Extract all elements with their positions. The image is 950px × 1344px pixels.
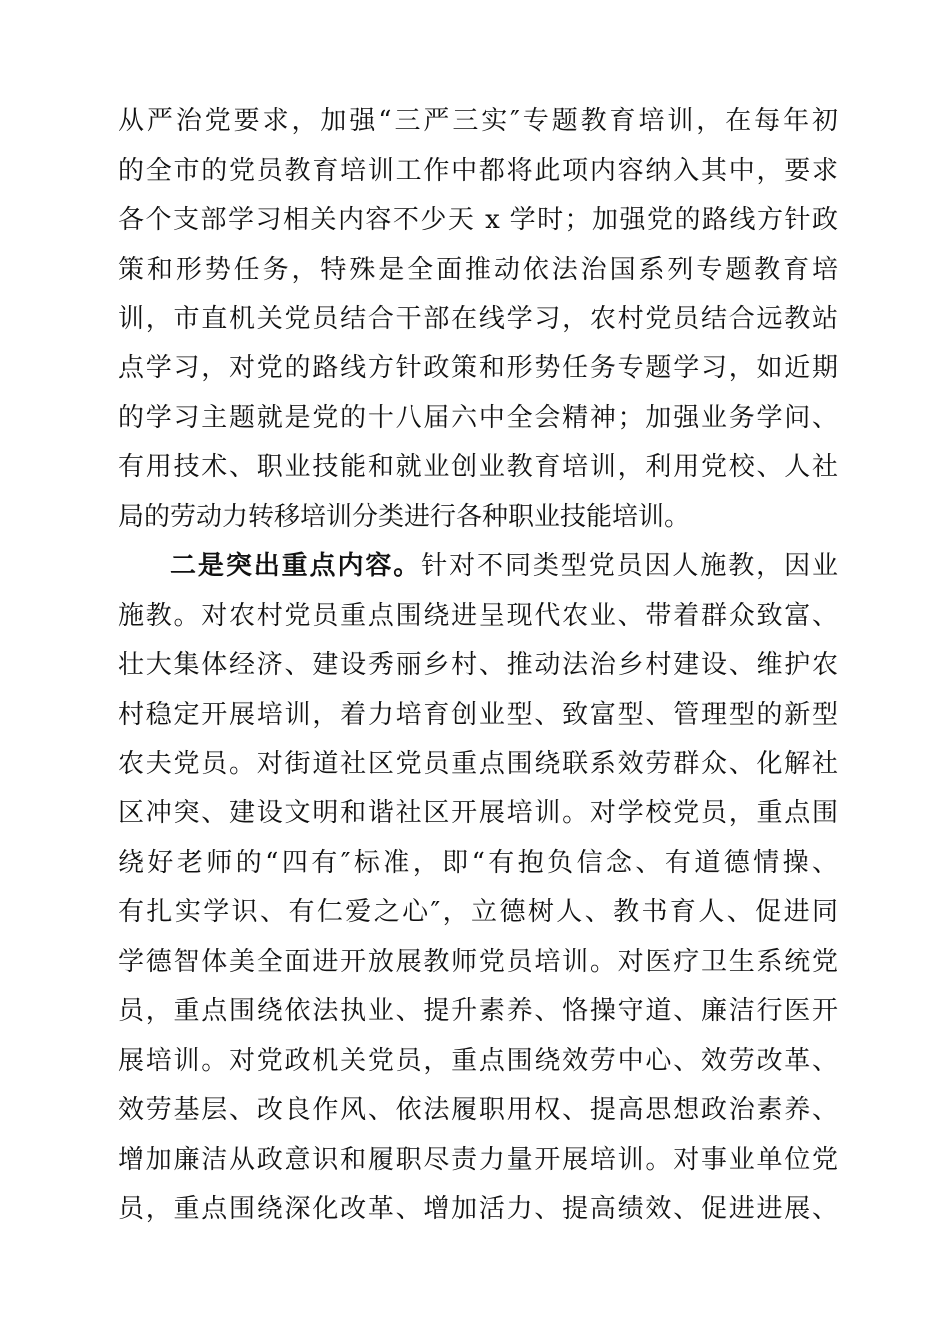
paragraph-1-line-6: 点学习，对党的路线方针政策和形势任务专题学习，如近期 xyxy=(118,353,838,383)
paragraph-2-first-line xyxy=(170,541,838,591)
paragraph-1-line-3: 各个支部学习相关内容不少天 x 学时；加强党的路线方针政 xyxy=(118,205,838,235)
paragraph-2-line-10: 员，重点围绕依法执业、提升素养、恪操守道、廉洁行医开 xyxy=(118,996,838,1026)
paragraph-2-first-line-text: 针对不同类型党员因人施教，因业 xyxy=(421,551,838,581)
paragraph-2-line-12: 效劳基层、改良作风、依法履职用权、提高思想政治素养、 xyxy=(118,1095,838,1125)
paragraph-1-line-9: 局的劳动力转移培训分类进行各种职业技能培训。 xyxy=(118,502,691,532)
paragraph-2-line-2: 施教。对农村党员重点围绕进呈现代农业、带着群众致富、 xyxy=(118,601,838,631)
section-heading: 二是突出重点内容。 xyxy=(170,551,422,581)
paragraph-2-line-11: 展培训。对党政机关党员，重点围绕效劳中心、效劳改革、 xyxy=(118,1046,838,1076)
paragraph-2-line-5: 农夫党员。对街道社区党员重点围绕联系效劳群众、化解社 xyxy=(118,749,838,779)
paragraph-2-line-7: 绕好老师的“四有″标准，即“有抱负信念、有道德情操、 xyxy=(118,848,838,878)
paragraph-2-line-6: 区冲突、建设文明和谐社区开展培训。对学校党员，重点围 xyxy=(118,798,838,828)
paragraph-2-line-3: 壮大集体经济、建设秀丽乡村、推动法治乡村建设、维护农 xyxy=(118,650,838,680)
paragraph-1-line-4: 策和形势任务，特殊是全面推动依法治国系列专题教育培 xyxy=(118,255,838,285)
paragraph-1-line-1: 从严治党要求，加强“三严三实″专题教育培训，在每年初 xyxy=(118,106,838,136)
paragraph-1-line-5: 训，市直机关党员结合干部在线学习，农村党员结合远教站 xyxy=(118,304,838,334)
paragraph-2-line-8: 有扎实学识、有仁爱之心″，立德树人、教书育人、促进同 xyxy=(118,897,838,927)
paragraph-2-line-9: 学德智体美全面进开放展教师党员培训。对医疗卫生系统党 xyxy=(118,947,838,977)
paragraph-2-line-4: 村稳定开展培训，着力培育创业型、致富型、管理型的新型 xyxy=(118,700,838,730)
paragraph-1-line-2: 的全市的党员教育培训工作中都将此项内容纳入其中，要求 xyxy=(118,156,838,186)
paragraph-1-line-7: 的学习主题就是党的十八届六中全会精神；加强业务学问、 xyxy=(118,403,838,433)
paragraph-1-line-8: 有用技术、职业技能和就业创业教育培训，利用党校、人社 xyxy=(118,452,838,482)
paragraph-2-line-13: 增加廉洁从政意识和履职尽责力量开展培训。对事业单位党 xyxy=(118,1145,838,1175)
paragraph-2-line-14: 员，重点围绕深化改革、增加活力、提高绩效、促进进展、 xyxy=(118,1194,838,1224)
